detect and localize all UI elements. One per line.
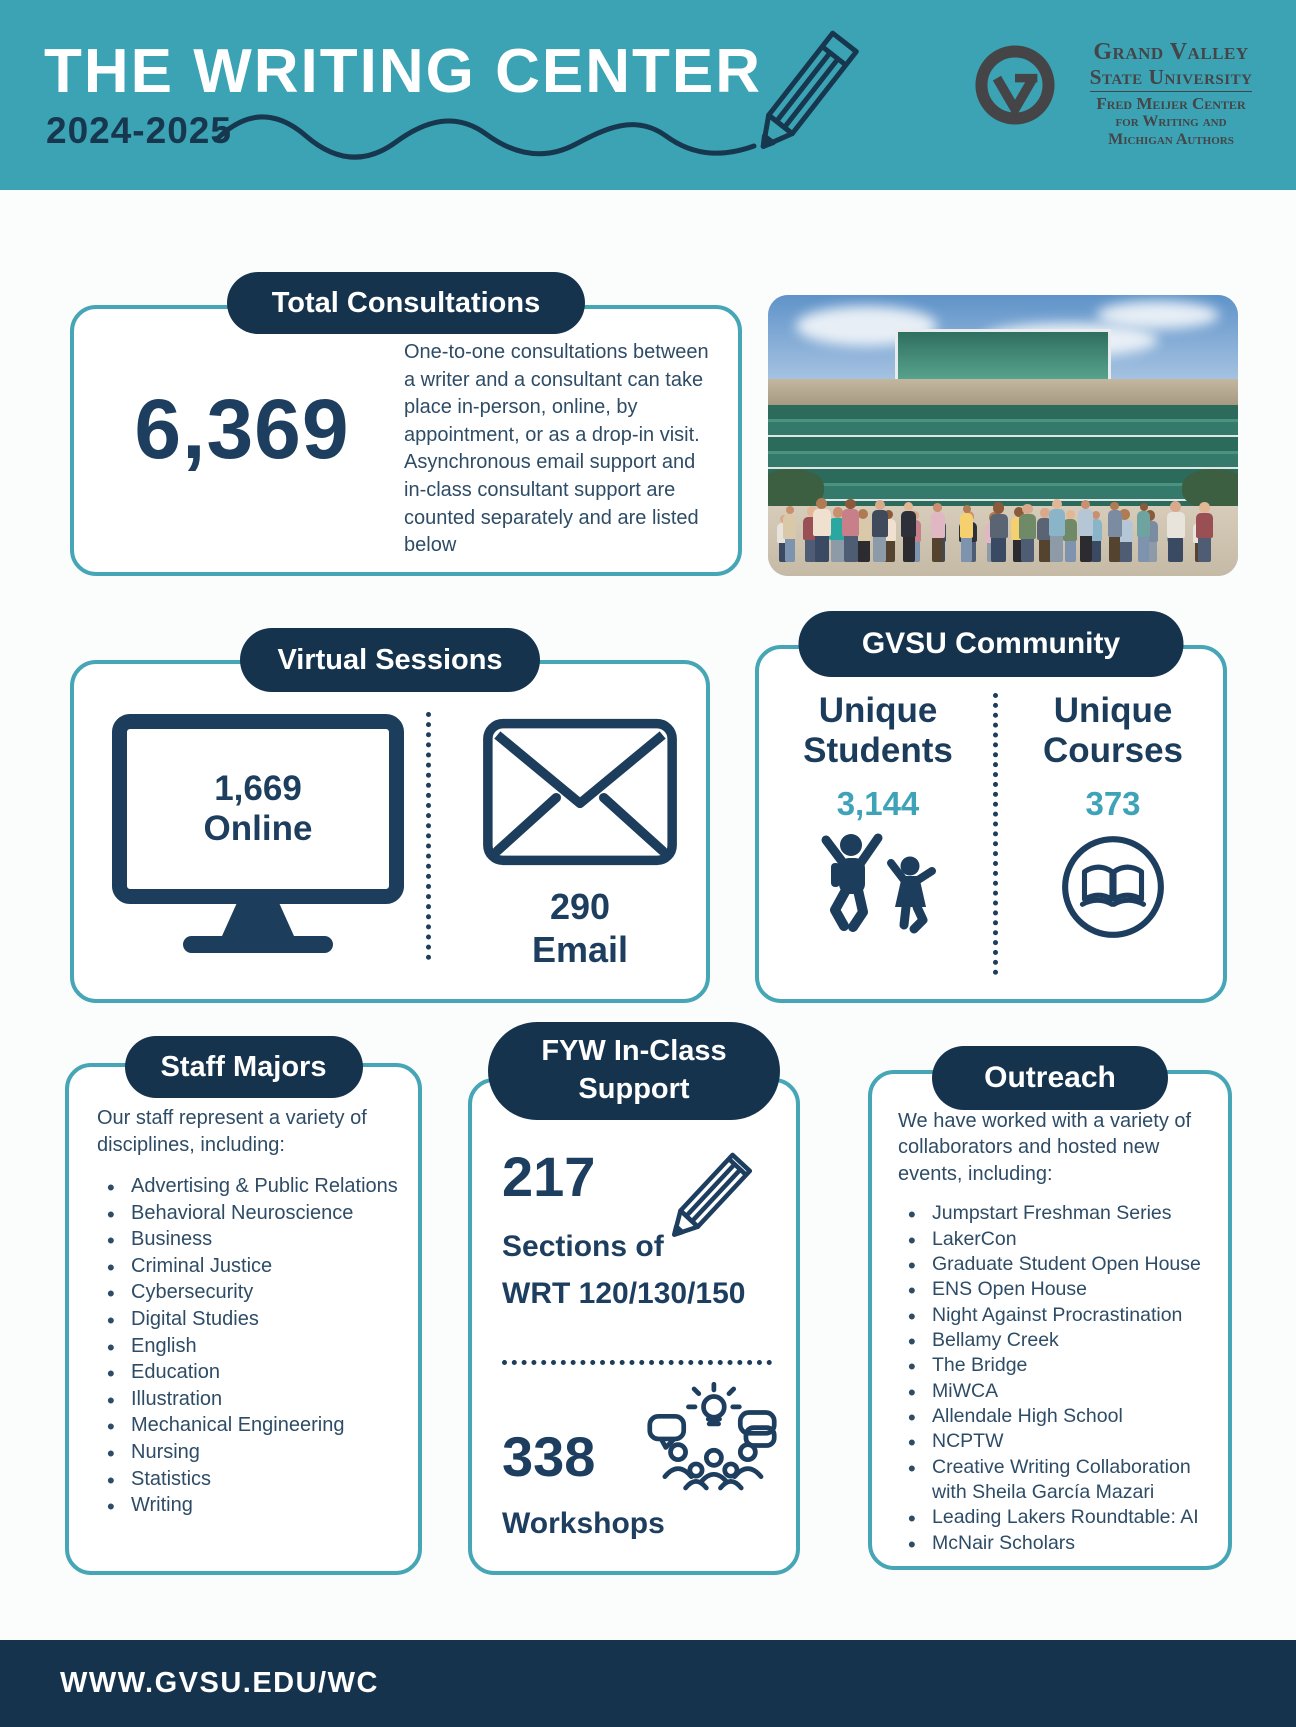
unique-students-label: Unique Students xyxy=(803,691,953,770)
unique-students-value: 3,144 xyxy=(836,784,920,822)
badge-label: Virtual Sessions xyxy=(277,643,503,676)
pencil-icon xyxy=(664,1140,782,1252)
staff-group-photo xyxy=(768,295,1238,576)
outreach-card xyxy=(868,1061,1232,1570)
list-item: • Mechanical Engineering xyxy=(127,1412,400,1439)
unique-courses-block xyxy=(1007,691,1219,948)
staff-majors-badge xyxy=(125,1036,363,1098)
list-item: • MiWCA xyxy=(928,1379,1214,1404)
badge-label: Outreach xyxy=(984,1061,1116,1094)
fyw-support-badge xyxy=(488,1022,780,1120)
gvsu-community-badge xyxy=(799,611,1184,677)
total-consultations-card xyxy=(70,286,742,576)
logo-line: for Writing and xyxy=(1115,113,1227,131)
email-sessions-value: 290 xyxy=(549,886,611,927)
photo-cloud xyxy=(1097,301,1219,329)
email-sessions-label: Email xyxy=(531,929,629,971)
list-item: • Nursing xyxy=(127,1439,400,1466)
envelope-icon xyxy=(480,716,680,868)
unique-courses-value: 373 xyxy=(1085,784,1141,822)
open-book-icon xyxy=(1057,831,1169,943)
dotted-divider xyxy=(993,693,998,975)
list-item: • Advertising & Public Relations xyxy=(127,1173,400,1200)
list-item: • Writing xyxy=(127,1492,400,1519)
list-item: • Behavioral Neuroscience xyxy=(127,1200,400,1227)
photo-crowd xyxy=(773,433,1234,562)
list-item: • Creative Writing Collaboration with Sheila García Mazari xyxy=(928,1455,1214,1506)
outreach-intro: We have worked with a variety of collaborators and hosted new events, including: xyxy=(898,1110,1192,1185)
monitor-screen xyxy=(112,714,404,904)
list-item: • Statistics xyxy=(127,1466,400,1493)
list-item: • Leading Lakers Roundtable: AI xyxy=(928,1505,1214,1530)
staff-majors-intro: Our staff represent a variety of disciplines, including: xyxy=(97,1107,367,1156)
list-item: • ENS Open House xyxy=(928,1277,1214,1302)
footer-url-link[interactable]: WWW.GVSU.EDU/WC xyxy=(60,1667,379,1699)
unique-courses-label: Unique Courses xyxy=(1042,691,1184,770)
list-item: • NCPTW xyxy=(928,1429,1214,1454)
list-item: • Digital Studies xyxy=(127,1306,400,1333)
pencil-icon xyxy=(751,33,856,155)
list-item: • Education xyxy=(127,1359,400,1386)
logo-line: State University xyxy=(1090,66,1253,92)
total-consultations-badge xyxy=(227,272,585,334)
photo-building-roof xyxy=(768,379,1238,404)
photo-building-clerestory xyxy=(895,329,1111,382)
dotted-divider xyxy=(502,1360,772,1365)
email-sessions-block xyxy=(466,716,694,971)
sections-label-line2: WRT 120/130/150 xyxy=(502,1277,746,1310)
logo-line: Grand Valley xyxy=(1093,39,1249,65)
gvsu-logo-mark xyxy=(972,42,1058,128)
sections-label-line1: Sections of xyxy=(502,1230,664,1263)
logo-line: Michigan Authors xyxy=(1108,130,1234,148)
list-item: • The Bridge xyxy=(928,1353,1214,1378)
list-item: • Cybersecurity xyxy=(127,1279,400,1306)
total-consultations-value: 6,369 xyxy=(134,382,350,476)
gvsu-community-card xyxy=(755,627,1227,1003)
staff-majors-list xyxy=(97,1173,400,1519)
gvsu-logo-text xyxy=(1060,40,1282,148)
list-item: • Illustration xyxy=(127,1386,400,1413)
wavy-line xyxy=(216,117,754,157)
fyw-support-card xyxy=(468,1035,800,1575)
list-item: • Jumpstart Freshman Series xyxy=(928,1201,1214,1226)
online-sessions-value: 1,669 xyxy=(214,768,302,808)
list-item: • LakerCon xyxy=(928,1227,1214,1252)
dotted-divider xyxy=(426,712,431,960)
header-banner xyxy=(0,0,1296,190)
list-item: • English xyxy=(127,1333,400,1360)
wavy-line-and-pencil-icon xyxy=(210,28,970,168)
staff-majors-card xyxy=(65,1050,422,1575)
badge-label-line1: FYW In-Class xyxy=(541,1035,727,1068)
list-item: • Night Against Procrastination xyxy=(928,1303,1214,1328)
list-item: • Allendale High School xyxy=(928,1404,1214,1429)
list-item: • Graduate Student Open House xyxy=(928,1252,1214,1277)
page-title: THE WRITING CENTER xyxy=(44,37,762,106)
virtual-sessions-badge xyxy=(240,628,540,692)
workshops-value: 338 xyxy=(502,1425,596,1488)
sections-value: 217 xyxy=(502,1145,596,1208)
monitor-icon xyxy=(112,714,404,953)
workshop-people-lightbulb-icon xyxy=(646,1382,778,1494)
outreach-badge xyxy=(932,1046,1168,1110)
list-item: • Bellamy Creek xyxy=(928,1328,1214,1353)
list-item: • Criminal Justice xyxy=(127,1253,400,1280)
footer-bar xyxy=(0,1640,1296,1727)
students-jumping-icon xyxy=(818,831,938,943)
badge-label: Total Consultations xyxy=(271,286,541,319)
unique-students-block xyxy=(769,691,987,948)
badge-label: GVSU Community xyxy=(861,627,1121,660)
monitor-stand xyxy=(222,904,294,936)
workshops-label: Workshops xyxy=(502,1507,665,1540)
virtual-sessions-card xyxy=(70,643,710,1003)
list-item: • McNair Scholars xyxy=(928,1531,1214,1556)
logo-line: Fred Meijer Center xyxy=(1096,94,1246,114)
list-item: • Business xyxy=(127,1226,400,1253)
online-sessions-label: Online xyxy=(203,809,313,848)
badge-label: Staff Majors xyxy=(160,1050,327,1083)
total-consultations-description: One-to-one consultations between a writer and a consultant can take place in-person, online, by appointment, or as a drop-in visit. Asynchronous email support and in-class consultant support are counted separately and are listed below xyxy=(404,341,709,557)
outreach-list xyxy=(898,1201,1214,1556)
page-year: 2024-2025 xyxy=(46,110,232,151)
badge-label-line2: Support xyxy=(578,1073,690,1105)
monitor-base xyxy=(183,936,333,953)
